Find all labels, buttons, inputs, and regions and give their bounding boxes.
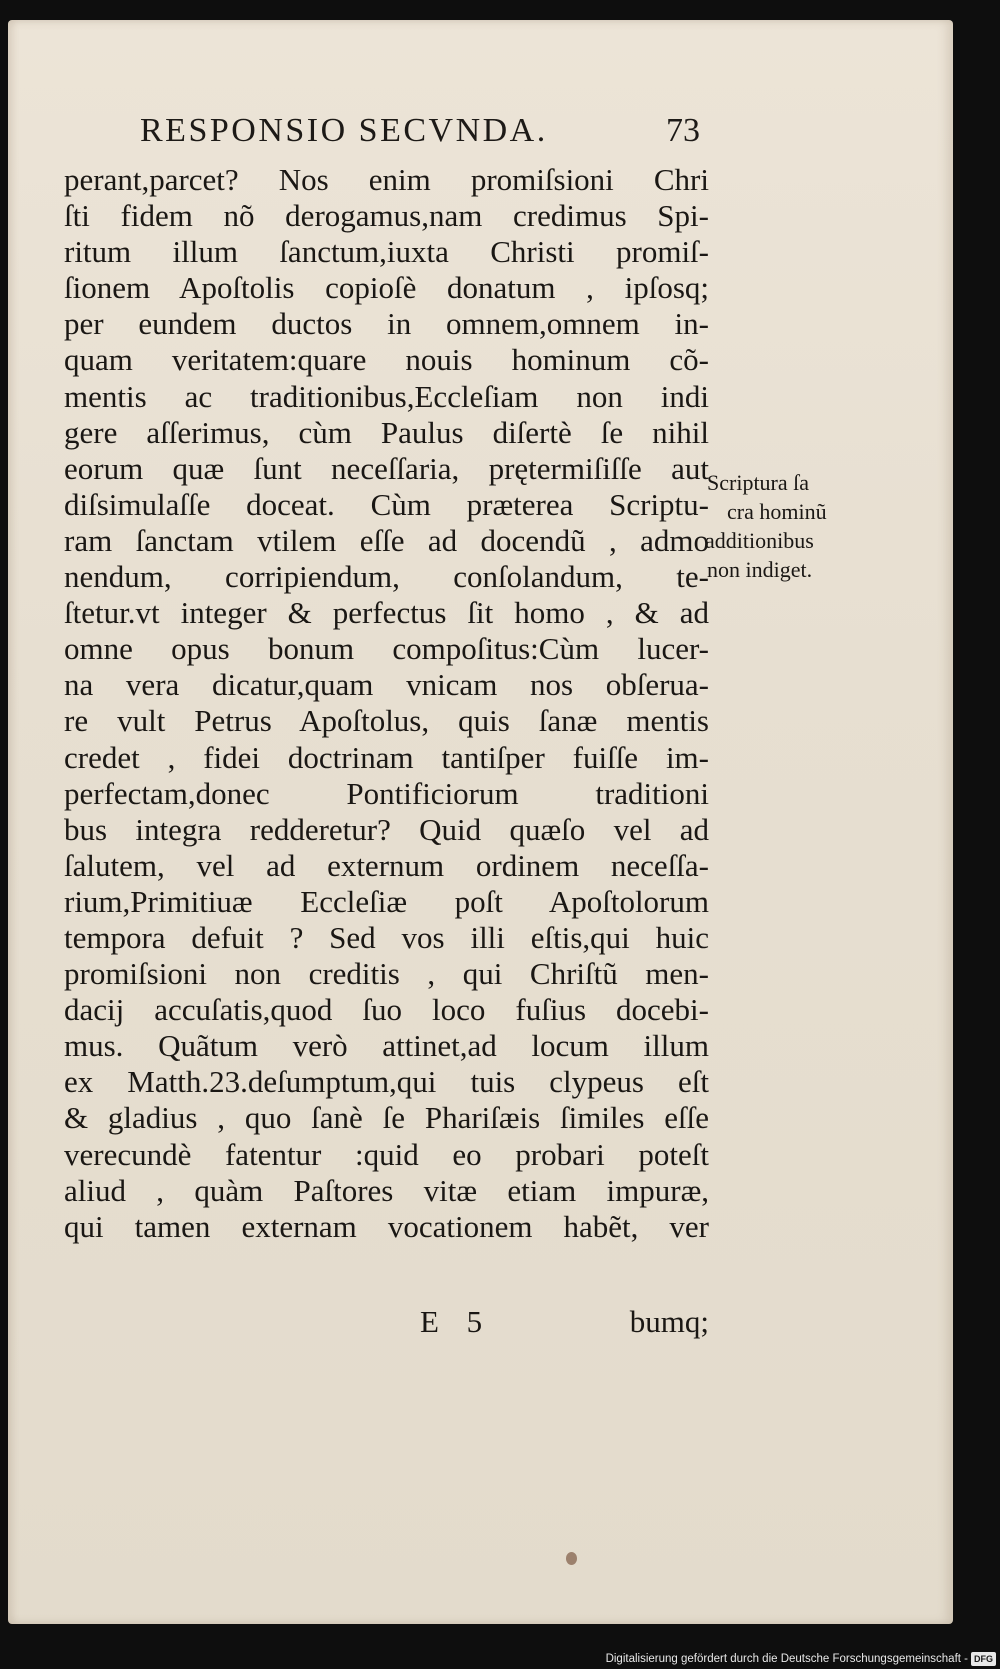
text-line: diſsimulaſſe doceat. Cùm præterea Scriptu- (64, 486, 709, 522)
text-line: ex Matth.23.deſumptum,qui tuis clypeus eſt (64, 1064, 709, 1100)
page-number: 73 (666, 112, 700, 149)
text-line: ſtetur.vt integer & perfectus ſit homo , & ad (64, 595, 709, 631)
dfg-logo-icon: DFG (971, 1652, 996, 1666)
text-line: eorum quæ ſunt neceſſaria, prętermiſiſſe aut (64, 450, 709, 486)
text-line: dacij accuſatis,quod ſuo loco fuſius docebi- (64, 992, 709, 1028)
text-line: ram ſanctam vtilem eſſe ad docendũ , admo (64, 522, 709, 558)
marginal-note-line: non indiget. (707, 557, 813, 582)
text-line: mus. Quãtum verò attinet,ad locum illum (64, 1028, 709, 1064)
text-line: nendum, corripiendum, conſolandum, te- (64, 559, 709, 595)
ink-spot (566, 1552, 577, 1565)
text-line: quam veritatem:quare nouis hominum cõ- (64, 342, 709, 378)
text-line: per eundem ductos in omnem,omnem in- (64, 306, 709, 342)
text-line: na vera dicatur,quam vnicam nos obſerua- (64, 667, 709, 703)
text-line: perfectam,donec Pontificiorum traditioni (64, 775, 709, 811)
text-line: aliud , quàm Paſtores vitæ etiam impuræ, (64, 1172, 709, 1208)
text-line: ſalutem, vel ad externum ordinem neceſſa- (64, 847, 709, 883)
digitization-credit (606, 1650, 996, 1668)
running-header (140, 112, 700, 152)
text-line: perant,parcet? Nos enim promiſsioni Chri (64, 162, 709, 197)
marginal-note-line: cra hominũ (727, 499, 827, 524)
page-footer (64, 1304, 709, 1344)
text-line: verecundè fatentur :quid eo probari poteſt (64, 1136, 709, 1172)
text-line: ſionem Apoſtolis copioſè donatum , ipſosq; (64, 270, 709, 306)
text-line: credet , fidei doctrinam tantiſper fuiſſe im- (64, 739, 709, 775)
marginal-note-line: Scriptura ſa (707, 470, 810, 495)
text-line: tempora defuit ? Sed vos illi eſtis,qui huic (64, 919, 709, 955)
text-line: ritum illum ſanctum,iuxta Christi promiſ- (64, 234, 709, 270)
text-line: ſti fidem nõ derogamus,nam credimus Spi- (64, 198, 709, 234)
text-line: re vult Petrus Apoſtolus, quis ſanæ mentis (64, 703, 709, 739)
text-line: mentis ac traditionibus,Eccleſiam non indi (64, 378, 709, 414)
text-line: qui tamen externam vocationem habẽt, ver (64, 1208, 709, 1244)
marginal-note (705, 468, 855, 584)
marginal-note-line: additionibus (705, 528, 814, 553)
text-line: rium,Primitiuæ Eccleſiæ poſt Apoſtolorum (64, 883, 709, 919)
text-line: & gladius , quo ſanè ſe Phariſæis ſimiles eſſe (64, 1100, 709, 1136)
credit-text: Digitalisierung gefördert durch die Deutsche Forschungsgemeinschaft - (605, 1653, 968, 1665)
text-line: gere aſſerimus, cùm Paulus diſertè ſe nihil (64, 414, 709, 450)
text-line: bus integra redderetur? Quid quæſo vel ad (64, 811, 709, 847)
catchword: bumq; (629, 1304, 709, 1339)
text-line: omne opus bonum compoſitus:Cùm lucer- (64, 631, 709, 667)
text-line: promiſsioni non creditis , qui Chriſtũ men- (64, 956, 709, 992)
running-title: RESPONSIO SECVNDA. (140, 112, 548, 149)
signature-mark: E 5 (420, 1304, 493, 1339)
main-text-block (64, 162, 709, 1245)
